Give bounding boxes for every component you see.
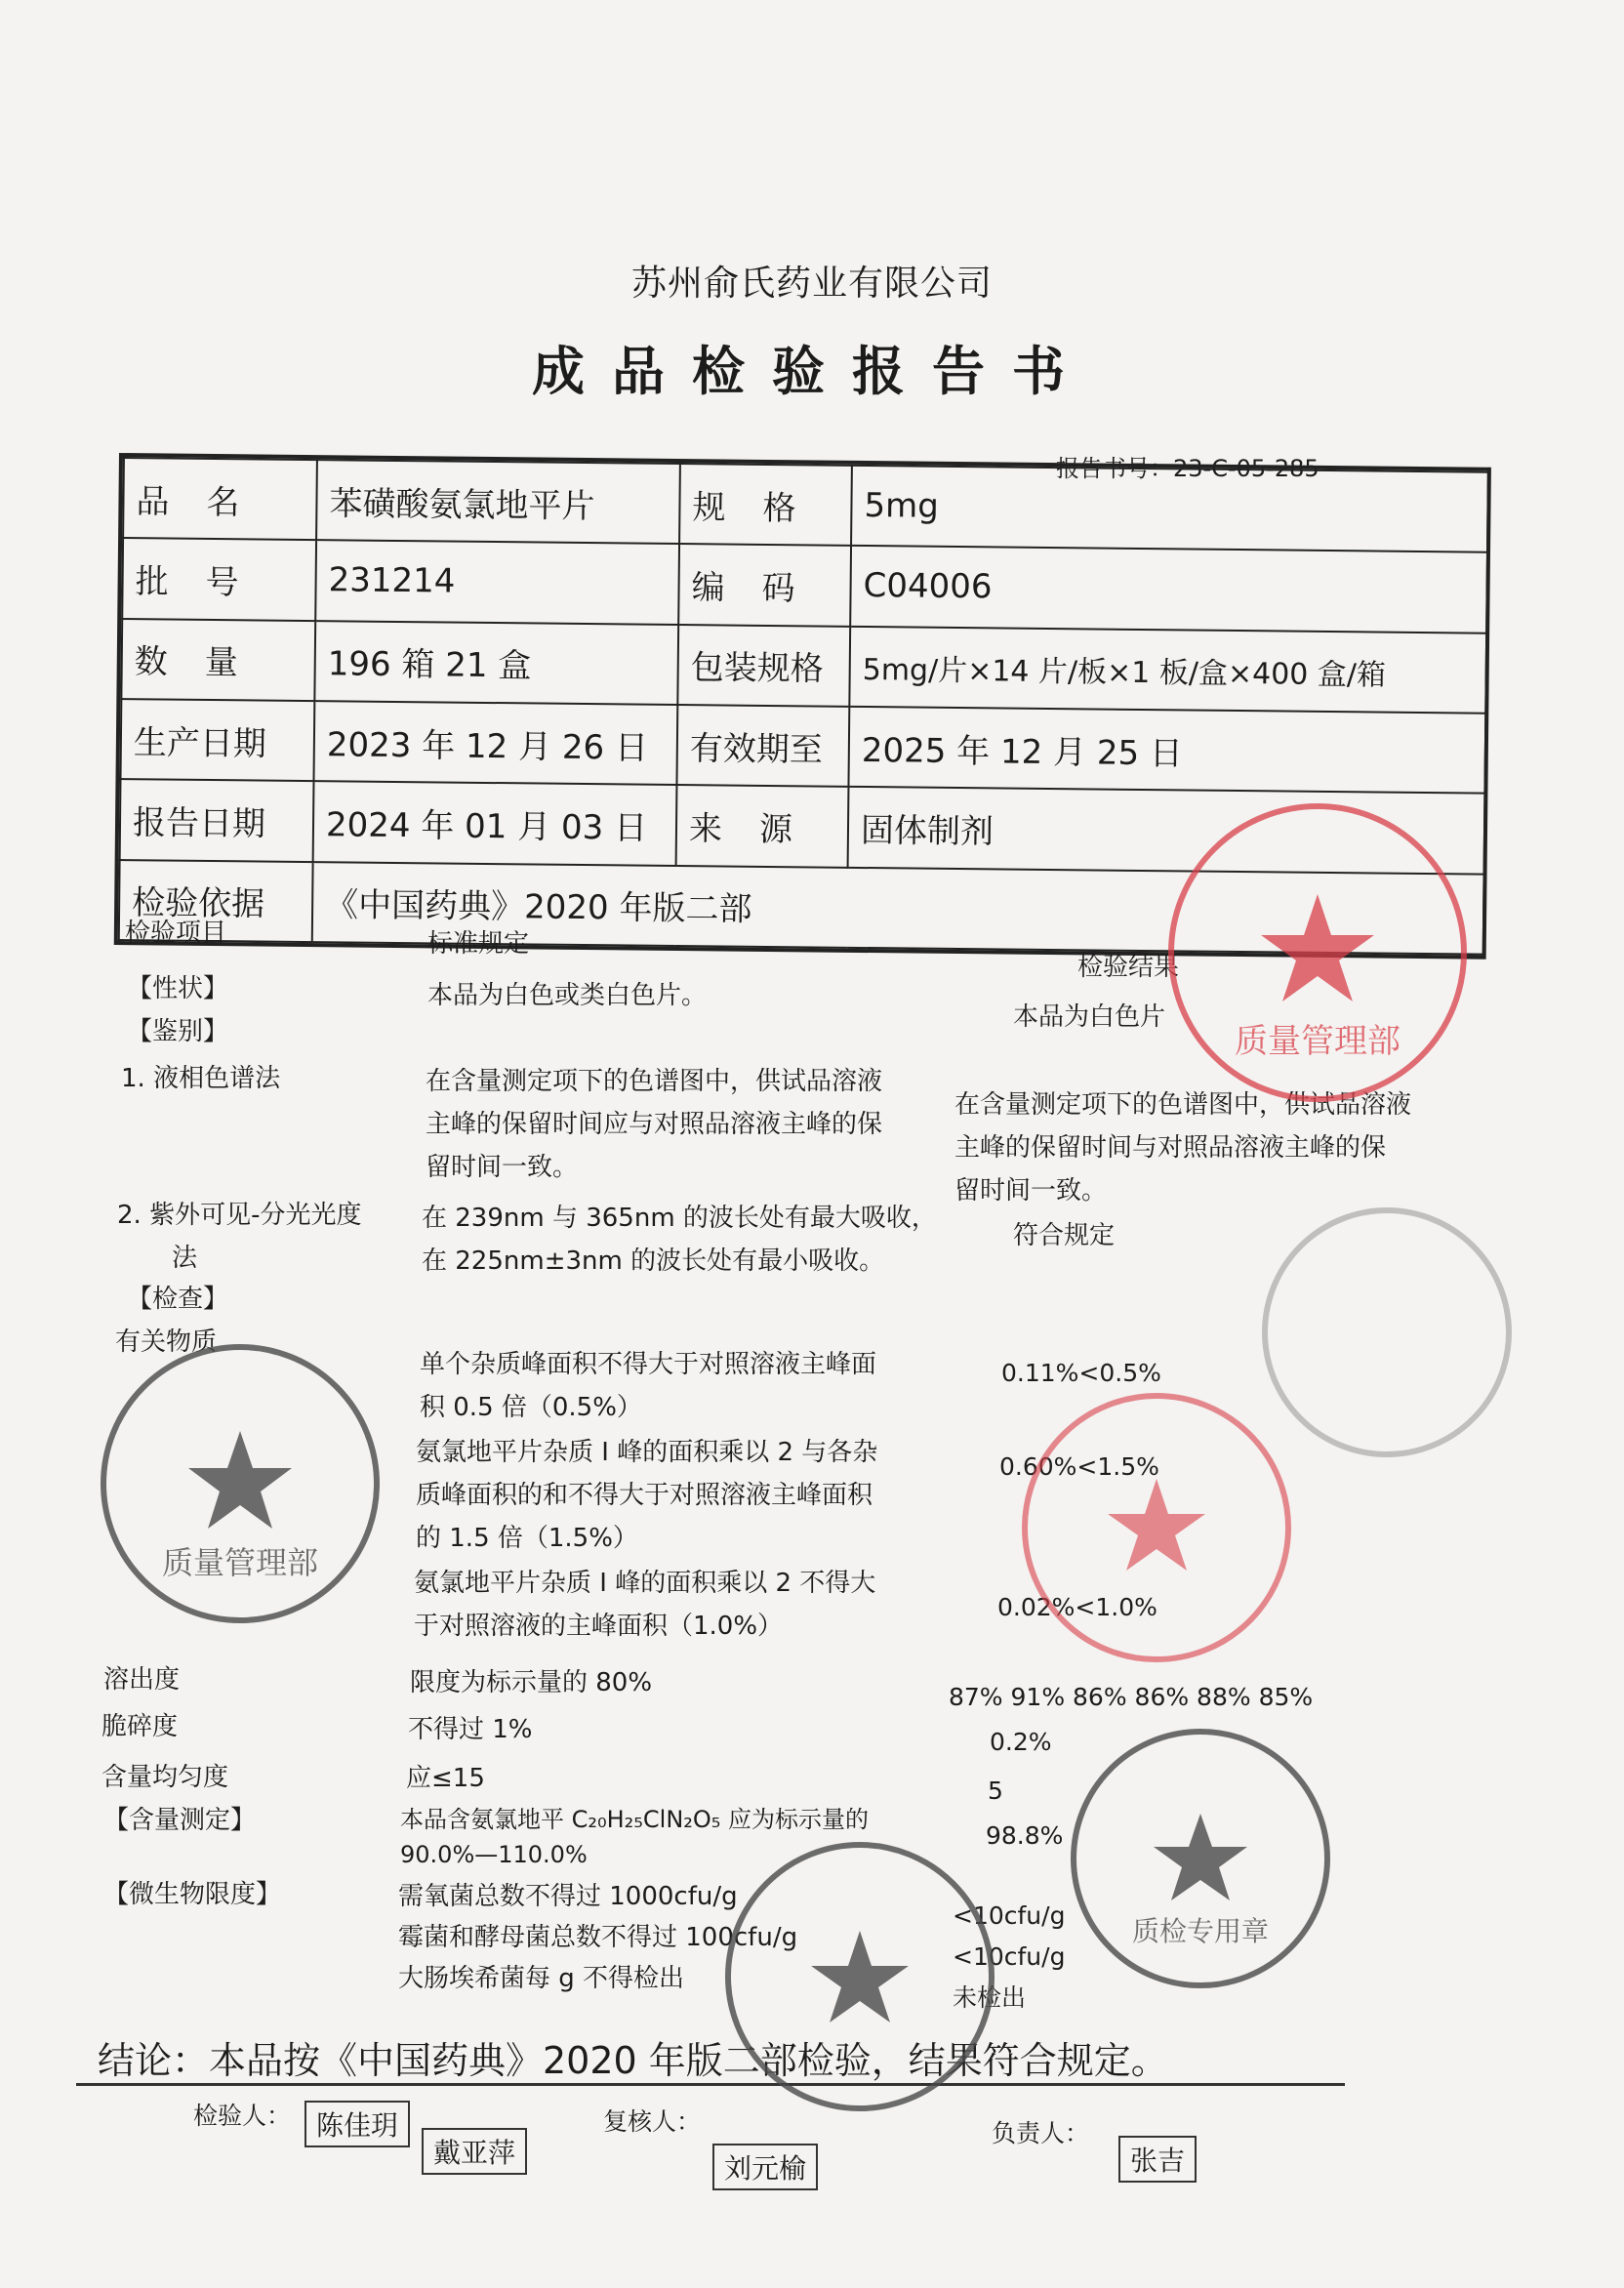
stamp-text: 质量管理部 [161,1544,319,1581]
manager-label: 负责人： [992,2119,1090,2147]
uniformity-result: 5 [988,1777,1003,1805]
stamp-text: 质量管理部 [1235,1022,1401,1061]
uniformity-standard: 应≤15 [406,1764,485,1793]
manager-signature: 张吉 [1118,2136,1197,2183]
appearance-result: 本品为白色片 [1013,1002,1166,1032]
qa-dept-stamp-red [1161,797,1474,1109]
hplc-item: 1. 液相色谱法 [121,1064,281,1093]
report-title: 成品检验报告书 [532,341,1092,402]
friability-item: 脆碎度 [102,1712,179,1741]
table-row [121,619,1486,714]
microbial-standard-line: 霉菌和酵母菌总数不得过 100cfu/g [398,1923,798,1952]
star-icon [188,1431,292,1529]
star-icon [811,1931,909,2022]
batch-label: 批 号 [122,538,316,620]
conclusion: 结论：本品按《中国药典》2020 年版二部检验，结果符合规定。 [98,2039,1168,2082]
uv-standard-line: 在 225nm±3nm 的波长处有最小吸收。 [422,1246,885,1276]
inspector-signature-2: 戴亚萍 [422,2128,527,2175]
related-3-result: 0.02%<1.0% [997,1593,1157,1621]
prod-date-value: 2023 年 12 月 26 日 [313,701,677,785]
stamp-ring [1265,1210,1509,1454]
uniformity-item: 含量均匀度 [102,1763,229,1792]
star-icon [1261,894,1374,1001]
basis-value: 《中国药典》2020 年版二部 [312,862,1484,955]
section-appearance: 【性状】 [127,974,229,1003]
source-value: 固体制剂 [848,787,1485,874]
code-label: 编 码 [678,544,851,626]
table-row [122,538,1487,633]
column-standard-header: 标准规定 [427,929,530,959]
expiry-label: 有效期至 [676,705,849,787]
inspector-signature-1: 陈佳玥 [304,2101,410,2147]
product-name-value: 苯磺酸氨氯地平片 [316,460,680,544]
uv-standard [422,1197,937,1283]
report-number: 报告书号：23-C-05-285 [1056,455,1320,482]
microbial-result-line: 未检出 [953,1983,1027,2012]
hplc-result-line: 在含量测定项下的色谱图中，供试品溶液 [954,1090,1412,1120]
uv-result: 符合规定 [1013,1221,1116,1250]
table-row [123,458,1488,552]
company-name: 苏州俞氏药业有限公司 [630,264,993,304]
related-1-standard [420,1343,876,1429]
hplc-standard-line: 留时间一致。 [426,1153,579,1182]
star-icon [1108,1479,1205,1571]
company-qc-stamp [1064,1722,1337,1995]
pack-value: 5mg/片×14 片/板×1 板/盒×400 盒/箱 [849,627,1486,714]
company-seal [718,1835,1001,2118]
assay-result: 98.8% [986,1821,1064,1850]
friability-result: 0.2% [990,1728,1052,1756]
faded-stamp [1255,1201,1519,1464]
source-label: 来 源 [676,785,849,867]
column-result-header: 检验结果 [1077,953,1180,982]
microbial-result-line: <10cfu/g [953,1942,1066,1971]
dissolution-item: 溶出度 [103,1665,181,1695]
hplc-standard-line: 在含量测定项下的色谱图中，供试品溶液 [426,1067,883,1096]
signature-divider [76,2083,1345,2086]
microbial-standard-line: 大肠埃希菌每 g 不得检出 [398,1964,685,1993]
hplc-standard [426,1060,882,1189]
dissolution-standard: 限度为标示量的 80% [410,1668,653,1697]
microbial-standard-line: 需氧菌总数不得过 1000cfu/g [398,1882,738,1911]
related-3-standard-line: 于对照溶液的主峰面积（1.0%） [414,1612,784,1641]
code-value: C04006 [850,546,1487,633]
basis-label: 检验依据 [119,860,313,942]
star-icon [1154,1814,1247,1900]
table-row [120,699,1485,794]
related-2-standard-line: 质峰面积的和不得大于对照溶液主峰面积 [416,1481,873,1510]
hplc-result-line: 留时间一致。 [954,1176,1108,1205]
quantity-value: 196 箱 21 盒 [314,621,678,705]
related-1-standard-line: 积 0.5 倍（0.5%） [420,1393,642,1422]
expiry-value: 2025 年 12 月 25 日 [848,707,1485,794]
assay-standard-line: 本品含氨氯地平 C₂₀H₂₅ClN₂O₅ 应为标示量的 [400,1806,870,1833]
appearance-standard: 本品为白色或类白色片。 [427,981,708,1010]
section-identification: 【鉴别】 [127,1017,229,1046]
related-3-standard [414,1562,875,1648]
related-substances-item: 有关物质 [115,1328,218,1357]
uv-item-cont: 法 [172,1244,198,1273]
quantity-label: 数 量 [121,619,315,701]
section-microbial: 【微生物限度】 [103,1880,282,1909]
inspector-label: 检验人： [193,2102,292,2130]
stamp-text: 质检专用章 [1131,1915,1270,1947]
friability-standard: 不得过 1% [408,1715,533,1744]
product-name-label: 品 名 [123,458,317,540]
related-2-standard-line: 氨氯地平片杂质 Ⅰ 峰的面积乘以 2 与各杂 [416,1438,878,1467]
related-2-standard [416,1431,877,1560]
uv-item: 2. 紫外可见-分光光度 [117,1201,362,1230]
related-2-standard-line: 的 1.5 倍（1.5%） [416,1524,638,1553]
reviewer-label: 复核人： [603,2107,702,2136]
spec-value: 5mg [851,466,1488,552]
column-item-header: 检验项目 [125,919,227,948]
hplc-result-line: 主峰的保留时间与对照品溶液主峰的保 [954,1133,1387,1163]
related-3-standard-line: 氨氯地平片杂质 Ⅰ 峰的面积乘以 2 不得大 [414,1569,876,1598]
related-1-standard-line: 单个杂质峰面积不得大于对照溶液主峰面 [420,1350,877,1379]
prod-date-label: 生产日期 [120,699,314,781]
report-date-label: 报告日期 [120,779,314,861]
assay-standard-line: 90.0%—110.0% [400,1841,588,1868]
pack-label: 包装规格 [677,625,850,707]
uv-standard-line: 在 239nm 与 365nm 的波长处有最大吸收， [422,1204,937,1233]
batch-value: 231214 [315,540,679,624]
section-check: 【检查】 [127,1285,229,1314]
related-2-result: 0.60%<1.5% [999,1452,1159,1481]
report-date-value: 2024 年 01 月 03 日 [313,781,677,865]
section-assay: 【含量测定】 [103,1806,257,1835]
microbial-result-line: <10cfu/g [953,1901,1066,1930]
spec-label: 规 格 [679,464,852,546]
reviewer-signature: 刘元榆 [712,2144,818,2190]
dissolution-result: 87% 91% 86% 86% 88% 85% [949,1683,1314,1711]
related-1-result: 0.11%<0.5% [1001,1359,1161,1387]
hplc-standard-line: 主峰的保留时间应与对照品溶液主峰的保 [426,1110,883,1139]
qa-dept-stamp-gray [94,1337,386,1630]
